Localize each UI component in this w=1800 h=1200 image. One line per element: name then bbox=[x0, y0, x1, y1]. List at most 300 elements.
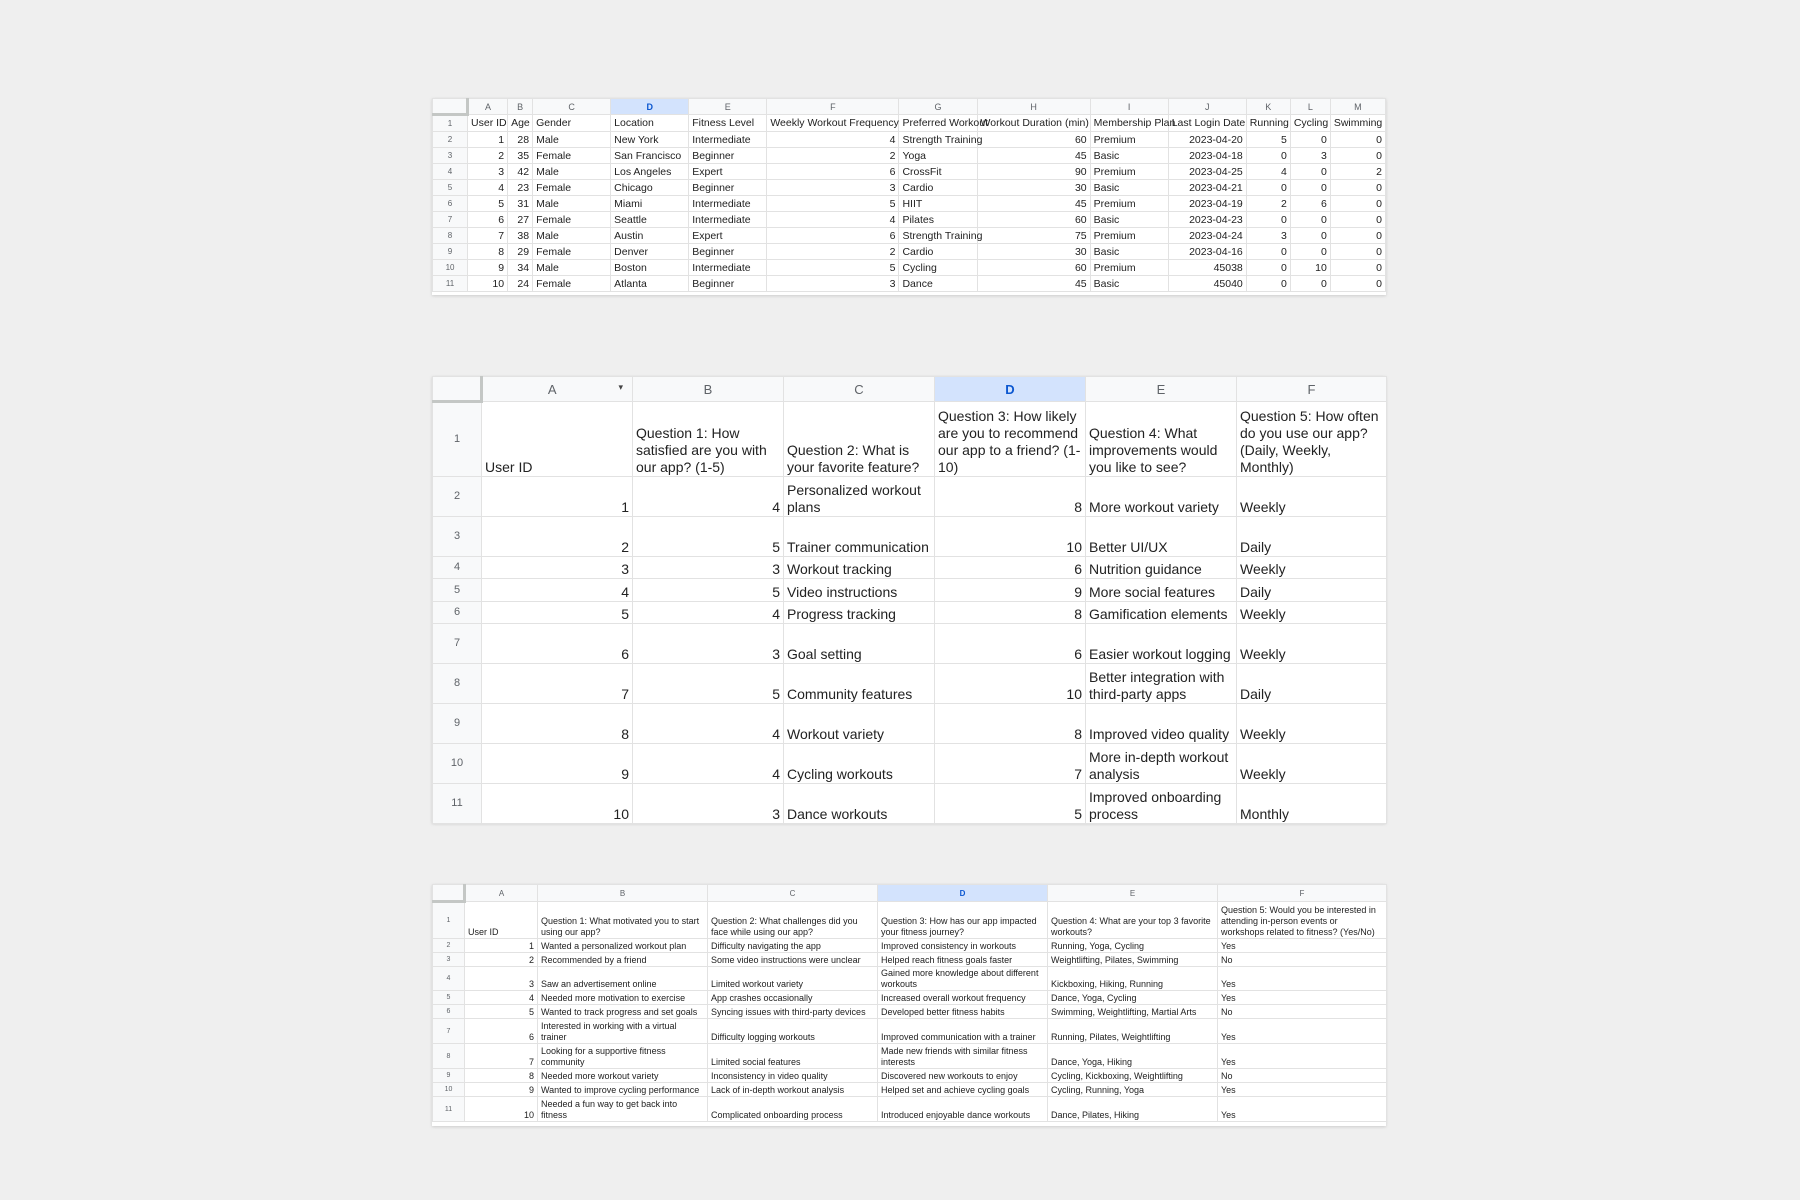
row-header-3[interactable]: 3 bbox=[433, 148, 468, 164]
table-cell[interactable]: Progress tracking bbox=[784, 602, 935, 624]
table-cell[interactable]: 28 bbox=[508, 132, 533, 148]
table-cell[interactable]: Monthly bbox=[1237, 784, 1387, 824]
table-cell[interactable]: Intermediate bbox=[689, 196, 767, 212]
table-cell[interactable]: 9 bbox=[482, 744, 633, 784]
row-header-5[interactable]: 5 bbox=[433, 180, 468, 196]
table-cell[interactable]: 6 bbox=[935, 557, 1086, 579]
table-cell[interactable]: Difficulty navigating the app bbox=[708, 939, 878, 953]
table-cell[interactable]: 3 bbox=[633, 784, 784, 824]
row-header-2[interactable]: 2 bbox=[433, 477, 482, 517]
table-cell[interactable]: 6 bbox=[767, 164, 899, 180]
row-header-7[interactable]: 7 bbox=[433, 624, 482, 664]
row-header-3[interactable]: 3 bbox=[433, 953, 465, 967]
table-cell[interactable]: 29 bbox=[508, 244, 533, 260]
table-cell[interactable]: 2023-04-18 bbox=[1168, 148, 1246, 164]
table-cell[interactable]: Male bbox=[533, 196, 611, 212]
table-cell[interactable]: 10 bbox=[465, 1097, 538, 1122]
table-cell[interactable]: 6 bbox=[465, 1019, 538, 1044]
table-cell[interactable]: Beginner bbox=[689, 244, 767, 260]
table-cell[interactable]: 0 bbox=[1290, 132, 1330, 148]
row-header-4[interactable]: 4 bbox=[433, 557, 482, 579]
table-cell[interactable]: 2 bbox=[482, 517, 633, 557]
table-cell[interactable]: Needed more motivation to exercise bbox=[538, 991, 708, 1005]
row-header-3[interactable]: 3 bbox=[433, 517, 482, 557]
table-cell[interactable]: Female bbox=[533, 276, 611, 292]
table-cell[interactable]: 2 bbox=[468, 148, 508, 164]
table-cell[interactable]: Male bbox=[533, 228, 611, 244]
table-cell[interactable]: 0 bbox=[1330, 212, 1385, 228]
table-cell[interactable]: Los Angeles bbox=[611, 164, 689, 180]
table-cell[interactable]: 2 bbox=[767, 148, 899, 164]
table-cell[interactable]: 6 bbox=[482, 624, 633, 664]
table-cell[interactable]: Basic bbox=[1090, 212, 1168, 228]
table-cell[interactable]: 7 bbox=[465, 1044, 538, 1069]
table-cell[interactable]: 10 bbox=[1290, 260, 1330, 276]
table-cell[interactable]: Expert bbox=[689, 228, 767, 244]
table-cell[interactable]: 4 bbox=[468, 180, 508, 196]
column-title[interactable]: Question 2: What challenges did you face while using our app? bbox=[708, 902, 878, 939]
table-cell[interactable]: 45 bbox=[977, 276, 1090, 292]
table-cell[interactable]: 9 bbox=[468, 260, 508, 276]
table-cell[interactable]: Workout tracking bbox=[784, 557, 935, 579]
table-cell[interactable]: Lack of in-depth workout analysis bbox=[708, 1083, 878, 1097]
column-header-a[interactable]: A bbox=[468, 99, 508, 115]
table-cell[interactable]: 7 bbox=[468, 228, 508, 244]
select-all-corner[interactable] bbox=[433, 377, 482, 402]
table-cell[interactable]: 90 bbox=[977, 164, 1090, 180]
column-header-c[interactable]: C bbox=[533, 99, 611, 115]
table-cell[interactable]: 1 bbox=[482, 477, 633, 517]
row-header-4[interactable]: 4 bbox=[433, 967, 465, 991]
table-cell[interactable]: Running, Pilates, Weightlifting bbox=[1048, 1019, 1218, 1044]
table-cell[interactable]: Cycling, Running, Yoga bbox=[1048, 1083, 1218, 1097]
table-cell[interactable]: Some video instructions were unclear bbox=[708, 953, 878, 967]
row-header-4[interactable]: 4 bbox=[433, 164, 468, 180]
table-cell[interactable]: Cardio bbox=[899, 180, 977, 196]
column-title[interactable]: Gender bbox=[533, 115, 611, 132]
column-title[interactable]: Question 1: How satisfied are you with our app? (1-5) bbox=[633, 402, 784, 477]
table-cell[interactable]: Female bbox=[533, 212, 611, 228]
table-cell[interactable]: Made new friends with similar fitness interests bbox=[878, 1044, 1048, 1069]
table-cell[interactable]: Daily bbox=[1237, 664, 1387, 704]
column-title[interactable]: Question 5: How often do you use our app? (Daily, Weekly, Monthly) bbox=[1237, 402, 1387, 477]
table-cell[interactable]: Basic bbox=[1090, 180, 1168, 196]
table-cell[interactable]: Male bbox=[533, 132, 611, 148]
row-header-5[interactable]: 5 bbox=[433, 579, 482, 602]
table-cell[interactable]: 0 bbox=[1290, 212, 1330, 228]
table-cell[interactable]: 2 bbox=[465, 953, 538, 967]
table-cell[interactable]: 45 bbox=[977, 196, 1090, 212]
column-header-g[interactable]: G bbox=[899, 99, 977, 115]
table-cell[interactable]: 30 bbox=[977, 180, 1090, 196]
table-cell[interactable]: 5 bbox=[767, 260, 899, 276]
table-cell[interactable]: Dance, Yoga, Hiking bbox=[1048, 1044, 1218, 1069]
row-header-1[interactable]: 1 bbox=[433, 402, 482, 477]
table-cell[interactable]: Improved video quality bbox=[1086, 704, 1237, 744]
table-cell[interactable]: 5 bbox=[633, 517, 784, 557]
table-cell[interactable]: Female bbox=[533, 244, 611, 260]
table-cell[interactable]: 2 bbox=[1246, 196, 1290, 212]
column-header-d[interactable]: D bbox=[611, 99, 689, 115]
table-cell[interactable]: Wanted to improve cycling performance bbox=[538, 1083, 708, 1097]
table-cell[interactable]: No bbox=[1218, 1069, 1387, 1083]
table-cell[interactable]: Chicago bbox=[611, 180, 689, 196]
table-cell[interactable]: Yes bbox=[1218, 991, 1387, 1005]
table-cell[interactable]: Limited social features bbox=[708, 1044, 878, 1069]
column-title[interactable]: User ID bbox=[468, 115, 508, 132]
table-cell[interactable]: Premium bbox=[1090, 228, 1168, 244]
table-cell[interactable]: Yes bbox=[1218, 939, 1387, 953]
table-cell[interactable]: 4 bbox=[633, 602, 784, 624]
table-cell[interactable]: Male bbox=[533, 260, 611, 276]
row-header-2[interactable]: 2 bbox=[433, 132, 468, 148]
row-header-1[interactable]: 1 bbox=[433, 902, 465, 939]
column-header-i[interactable]: I bbox=[1090, 99, 1168, 115]
row-header-11[interactable]: 11 bbox=[433, 1097, 465, 1122]
table-cell[interactable]: Boston bbox=[611, 260, 689, 276]
table-cell[interactable]: Yes bbox=[1218, 1044, 1387, 1069]
table-cell[interactable]: 9 bbox=[465, 1083, 538, 1097]
table-cell[interactable]: 6 bbox=[767, 228, 899, 244]
table-cell[interactable]: Dance workouts bbox=[784, 784, 935, 824]
table-cell[interactable]: 4 bbox=[767, 212, 899, 228]
table-cell[interactable]: Cycling, Kickboxing, Weightlifting bbox=[1048, 1069, 1218, 1083]
table-cell[interactable]: 6 bbox=[935, 624, 1086, 664]
column-title[interactable]: Preferred Workout bbox=[899, 115, 977, 132]
table-cell[interactable]: 5 bbox=[468, 196, 508, 212]
column-title[interactable]: Location bbox=[611, 115, 689, 132]
table-cell[interactable]: 0 bbox=[1246, 180, 1290, 196]
table-cell[interactable]: 35 bbox=[508, 148, 533, 164]
row-header-6[interactable]: 6 bbox=[433, 602, 482, 624]
row-header-6[interactable]: 6 bbox=[433, 1005, 465, 1019]
table-cell[interactable]: Recommended by a friend bbox=[538, 953, 708, 967]
column-header-e[interactable]: E bbox=[1086, 377, 1237, 402]
table-cell[interactable]: Female bbox=[533, 180, 611, 196]
table-cell[interactable]: Increased overall workout frequency bbox=[878, 991, 1048, 1005]
table-cell[interactable]: Interested in working with a virtual trainer bbox=[538, 1019, 708, 1044]
table-cell[interactable]: Improved onboarding process bbox=[1086, 784, 1237, 824]
table-cell[interactable]: Yes bbox=[1218, 967, 1387, 991]
column-header-c[interactable]: C bbox=[784, 377, 935, 402]
table-cell[interactable]: 2023-04-19 bbox=[1168, 196, 1246, 212]
table-cell[interactable]: Strength Training bbox=[899, 228, 977, 244]
column-header-a[interactable] bbox=[482, 377, 633, 402]
table-cell[interactable]: 1 bbox=[468, 132, 508, 148]
table-cell[interactable]: Discovered new workouts to enjoy bbox=[878, 1069, 1048, 1083]
table-cell[interactable]: 4 bbox=[633, 744, 784, 784]
table-cell[interactable]: Denver bbox=[611, 244, 689, 260]
table-cell[interactable]: Weekly bbox=[1237, 477, 1387, 517]
table-cell[interactable]: 0 bbox=[1330, 148, 1385, 164]
table-cell[interactable]: 34 bbox=[508, 260, 533, 276]
table-cell[interactable]: 2023-04-20 bbox=[1168, 132, 1246, 148]
table-cell[interactable]: Helped set and achieve cycling goals bbox=[878, 1083, 1048, 1097]
table-cell[interactable]: 4 bbox=[633, 704, 784, 744]
column-header-m[interactable]: M bbox=[1330, 99, 1385, 115]
table-cell[interactable]: Improved communication with a trainer bbox=[878, 1019, 1048, 1044]
table-cell[interactable]: 5 bbox=[767, 196, 899, 212]
row-header-7[interactable]: 7 bbox=[433, 1019, 465, 1044]
row-header-1[interactable]: 1 bbox=[433, 115, 468, 132]
table-cell[interactable]: Dance bbox=[899, 276, 977, 292]
table-cell[interactable]: App crashes occasionally bbox=[708, 991, 878, 1005]
table-cell[interactable]: Premium bbox=[1090, 132, 1168, 148]
column-header-e[interactable]: E bbox=[1048, 885, 1218, 902]
table-cell[interactable]: 10 bbox=[935, 517, 1086, 557]
table-cell[interactable]: 45038 bbox=[1168, 260, 1246, 276]
column-title[interactable]: Question 4: What improvements would you like to see? bbox=[1086, 402, 1237, 477]
table-cell[interactable]: Premium bbox=[1090, 260, 1168, 276]
table-cell[interactable]: 3 bbox=[1246, 228, 1290, 244]
table-cell[interactable]: CrossFit bbox=[899, 164, 977, 180]
row-header-9[interactable]: 9 bbox=[433, 244, 468, 260]
table-cell[interactable]: 2023-04-21 bbox=[1168, 180, 1246, 196]
table-cell[interactable]: 5 bbox=[482, 602, 633, 624]
table-cell[interactable]: Premium bbox=[1090, 164, 1168, 180]
table-cell[interactable]: San Francisco bbox=[611, 148, 689, 164]
column-title[interactable]: Weekly Workout Frequency bbox=[767, 115, 899, 132]
table-cell[interactable]: 0 bbox=[1246, 260, 1290, 276]
table-cell[interactable]: 8 bbox=[482, 704, 633, 744]
table-cell[interactable]: Weekly bbox=[1237, 557, 1387, 579]
table-cell[interactable]: Weightlifting, Pilates, Swimming bbox=[1048, 953, 1218, 967]
table-cell[interactable]: 5 bbox=[465, 1005, 538, 1019]
column-header-b[interactable]: B bbox=[633, 377, 784, 402]
table-cell[interactable]: Trainer communication bbox=[784, 517, 935, 557]
table-cell[interactable]: 2 bbox=[767, 244, 899, 260]
table-cell[interactable]: More in-depth workout analysis bbox=[1086, 744, 1237, 784]
table-cell[interactable]: 0 bbox=[1330, 244, 1385, 260]
column-title[interactable]: Question 3: How likely are you to recommend our app to a friend? (1-10) bbox=[935, 402, 1086, 477]
table-cell[interactable]: 0 bbox=[1246, 276, 1290, 292]
table-cell[interactable]: Beginner bbox=[689, 148, 767, 164]
table-cell[interactable]: 8 bbox=[468, 244, 508, 260]
table-cell[interactable]: 0 bbox=[1290, 276, 1330, 292]
column-title[interactable]: Question 4: What are your top 3 favorite workouts? bbox=[1048, 902, 1218, 939]
table-cell[interactable]: 4 bbox=[767, 132, 899, 148]
table-cell[interactable]: New York bbox=[611, 132, 689, 148]
column-header-f[interactable]: F bbox=[1218, 885, 1387, 902]
table-cell[interactable]: 3 bbox=[767, 276, 899, 292]
table-cell[interactable]: Community features bbox=[784, 664, 935, 704]
table-cell[interactable]: 3 bbox=[465, 967, 538, 991]
table-cell[interactable]: HIIT bbox=[899, 196, 977, 212]
table-cell[interactable]: Nutrition guidance bbox=[1086, 557, 1237, 579]
table-cell[interactable]: Miami bbox=[611, 196, 689, 212]
table-cell[interactable]: Female bbox=[533, 148, 611, 164]
column-title[interactable]: Running bbox=[1246, 115, 1290, 132]
column-header-c[interactable]: C bbox=[708, 885, 878, 902]
column-header-k[interactable]: K bbox=[1246, 99, 1290, 115]
table-cell[interactable]: Running, Yoga, Cycling bbox=[1048, 939, 1218, 953]
table-cell[interactable]: Daily bbox=[1237, 579, 1387, 602]
table-cell[interactable]: 2023-04-24 bbox=[1168, 228, 1246, 244]
table-cell[interactable]: Beginner bbox=[689, 276, 767, 292]
table-cell[interactable]: Workout variety bbox=[784, 704, 935, 744]
select-all-corner[interactable] bbox=[433, 885, 465, 902]
table-cell[interactable]: 10 bbox=[482, 784, 633, 824]
table-cell[interactable]: No bbox=[1218, 953, 1387, 967]
row-header-8[interactable]: 8 bbox=[433, 664, 482, 704]
row-header-8[interactable]: 8 bbox=[433, 1044, 465, 1069]
table-cell[interactable]: Limited workout variety bbox=[708, 967, 878, 991]
column-title[interactable]: Question 2: What is your favorite feature? bbox=[784, 402, 935, 477]
table-cell[interactable]: 3 bbox=[468, 164, 508, 180]
table-cell[interactable]: 8 bbox=[935, 704, 1086, 744]
column-title[interactable]: Workout Duration (min) bbox=[977, 115, 1090, 132]
table-cell[interactable]: Dance, Pilates, Hiking bbox=[1048, 1097, 1218, 1122]
table-cell[interactable]: 1 bbox=[465, 939, 538, 953]
table-cell[interactable]: 0 bbox=[1290, 228, 1330, 244]
table-cell[interactable]: Easier workout logging bbox=[1086, 624, 1237, 664]
table-cell[interactable]: 0 bbox=[1246, 244, 1290, 260]
table-cell[interactable]: Syncing issues with third-party devices bbox=[708, 1005, 878, 1019]
table-cell[interactable]: 8 bbox=[465, 1069, 538, 1083]
row-header-9[interactable]: 9 bbox=[433, 704, 482, 744]
row-header-7[interactable]: 7 bbox=[433, 212, 468, 228]
table-cell[interactable]: 4 bbox=[482, 579, 633, 602]
table-cell[interactable]: Seattle bbox=[611, 212, 689, 228]
table-cell[interactable]: Goal setting bbox=[784, 624, 935, 664]
column-title[interactable]: Last Login Date bbox=[1168, 115, 1246, 132]
table-cell[interactable]: 0 bbox=[1290, 180, 1330, 196]
table-cell[interactable]: 10 bbox=[935, 664, 1086, 704]
table-cell[interactable]: 3 bbox=[482, 557, 633, 579]
table-cell[interactable]: 5 bbox=[1246, 132, 1290, 148]
table-cell[interactable]: 6 bbox=[468, 212, 508, 228]
table-cell[interactable]: Wanted a personalized workout plan bbox=[538, 939, 708, 953]
table-cell[interactable]: Better integration with third-party apps bbox=[1086, 664, 1237, 704]
table-cell[interactable]: 60 bbox=[977, 212, 1090, 228]
table-cell[interactable]: 4 bbox=[633, 477, 784, 517]
column-title[interactable]: Cycling bbox=[1290, 115, 1330, 132]
table-cell[interactable]: 0 bbox=[1290, 244, 1330, 260]
table-cell[interactable]: Looking for a supportive fitness community bbox=[538, 1044, 708, 1069]
table-cell[interactable]: 8 bbox=[935, 477, 1086, 517]
column-header-f[interactable]: F bbox=[767, 99, 899, 115]
table-cell[interactable]: Daily bbox=[1237, 517, 1387, 557]
table-cell[interactable]: 24 bbox=[508, 276, 533, 292]
table-cell[interactable]: 60 bbox=[977, 132, 1090, 148]
table-cell[interactable]: Intermediate bbox=[689, 260, 767, 276]
table-cell[interactable]: Beginner bbox=[689, 180, 767, 196]
filter-dropdown-icon[interactable]: ▾ bbox=[618, 381, 623, 392]
column-header-b[interactable]: B bbox=[538, 885, 708, 902]
table-cell[interactable]: 4 bbox=[1246, 164, 1290, 180]
table-cell[interactable]: 9 bbox=[935, 579, 1086, 602]
column-title[interactable]: Age bbox=[508, 115, 533, 132]
row-header-10[interactable]: 10 bbox=[433, 260, 468, 276]
table-cell[interactable]: Complicated onboarding process bbox=[708, 1097, 878, 1122]
column-title[interactable]: Membership Plan bbox=[1090, 115, 1168, 132]
table-cell[interactable]: Weekly bbox=[1237, 744, 1387, 784]
table-cell[interactable]: 7 bbox=[482, 664, 633, 704]
row-header-2[interactable]: 2 bbox=[433, 939, 465, 953]
table-cell[interactable]: 3 bbox=[767, 180, 899, 196]
table-cell[interactable]: Kickboxing, Hiking, Running bbox=[1048, 967, 1218, 991]
table-cell[interactable]: 3 bbox=[633, 624, 784, 664]
table-cell[interactable]: Saw an advertisement online bbox=[538, 967, 708, 991]
column-header-a[interactable]: A bbox=[465, 885, 538, 902]
table-cell[interactable]: 2023-04-23 bbox=[1168, 212, 1246, 228]
table-cell[interactable]: Weekly bbox=[1237, 624, 1387, 664]
table-cell[interactable]: 45040 bbox=[1168, 276, 1246, 292]
table-cell[interactable]: 5 bbox=[935, 784, 1086, 824]
column-title[interactable]: Swimming bbox=[1330, 115, 1385, 132]
table-cell[interactable]: 2023-04-16 bbox=[1168, 244, 1246, 260]
table-cell[interactable]: More workout variety bbox=[1086, 477, 1237, 517]
table-cell[interactable]: Cardio bbox=[899, 244, 977, 260]
table-cell[interactable]: 60 bbox=[977, 260, 1090, 276]
column-header-e[interactable]: E bbox=[689, 99, 767, 115]
table-cell[interactable]: Inconsistency in video quality bbox=[708, 1069, 878, 1083]
table-cell[interactable]: Personalized workout plans bbox=[784, 477, 935, 517]
table-cell[interactable]: 3 bbox=[633, 557, 784, 579]
table-cell[interactable]: Yoga bbox=[899, 148, 977, 164]
table-cell[interactable]: Gained more knowledge about different workouts bbox=[878, 967, 1048, 991]
select-all-corner[interactable] bbox=[433, 99, 468, 115]
table-cell[interactable]: 0 bbox=[1330, 228, 1385, 244]
column-header-h[interactable]: H bbox=[977, 99, 1090, 115]
table-cell[interactable]: Gamification elements bbox=[1086, 602, 1237, 624]
table-cell[interactable]: Basic bbox=[1090, 276, 1168, 292]
table-cell[interactable]: Pilates bbox=[899, 212, 977, 228]
table-cell[interactable]: Difficulty logging workouts bbox=[708, 1019, 878, 1044]
table-cell[interactable]: Swimming, Weightlifting, Martial Arts bbox=[1048, 1005, 1218, 1019]
row-header-9[interactable]: 9 bbox=[433, 1069, 465, 1083]
table-cell[interactable]: Expert bbox=[689, 164, 767, 180]
column-header-f[interactable]: F bbox=[1237, 377, 1387, 402]
table-cell[interactable]: Video instructions bbox=[784, 579, 935, 602]
column-header-d[interactable]: D bbox=[878, 885, 1048, 902]
table-cell[interactable]: Helped reach fitness goals faster bbox=[878, 953, 1048, 967]
row-header-10[interactable]: 10 bbox=[433, 744, 482, 784]
table-cell[interactable]: 31 bbox=[508, 196, 533, 212]
table-cell[interactable]: Intermediate bbox=[689, 132, 767, 148]
table-cell[interactable]: 4 bbox=[465, 991, 538, 1005]
table-cell[interactable]: 5 bbox=[633, 579, 784, 602]
table-cell[interactable]: 0 bbox=[1246, 212, 1290, 228]
column-title[interactable]: User ID bbox=[482, 402, 633, 477]
table-cell[interactable]: Introduced enjoyable dance workouts bbox=[878, 1097, 1048, 1122]
table-cell[interactable]: 2023-04-25 bbox=[1168, 164, 1246, 180]
table-cell[interactable]: Better UI/UX bbox=[1086, 517, 1237, 557]
row-header-6[interactable]: 6 bbox=[433, 196, 468, 212]
table-cell[interactable]: 38 bbox=[508, 228, 533, 244]
column-title[interactable]: User ID bbox=[465, 902, 538, 939]
table-cell[interactable]: Cycling workouts bbox=[784, 744, 935, 784]
table-cell[interactable]: 6 bbox=[1290, 196, 1330, 212]
row-header-8[interactable]: 8 bbox=[433, 228, 468, 244]
table-cell[interactable]: Needed a fun way to get back into fitness bbox=[538, 1097, 708, 1122]
table-cell[interactable]: 0 bbox=[1330, 196, 1385, 212]
table-cell[interactable]: Wanted to track progress and set goals bbox=[538, 1005, 708, 1019]
row-header-11[interactable]: 11 bbox=[433, 784, 482, 824]
table-cell[interactable]: 10 bbox=[468, 276, 508, 292]
table-cell[interactable]: 7 bbox=[935, 744, 1086, 784]
column-title[interactable]: Question 5: Would you be interested in attending in-person events or workshops related to fitness? (Yes/No) bbox=[1218, 902, 1387, 939]
table-cell[interactable]: 45 bbox=[977, 148, 1090, 164]
table-cell[interactable]: Basic bbox=[1090, 244, 1168, 260]
table-cell[interactable]: Weekly bbox=[1237, 704, 1387, 744]
column-header-d[interactable]: D bbox=[935, 377, 1086, 402]
table-cell[interactable]: Dance, Yoga, Cycling bbox=[1048, 991, 1218, 1005]
table-cell[interactable]: Intermediate bbox=[689, 212, 767, 228]
table-cell[interactable]: Weekly bbox=[1237, 602, 1387, 624]
table-cell[interactable]: More social features bbox=[1086, 579, 1237, 602]
table-cell[interactable]: Atlanta bbox=[611, 276, 689, 292]
